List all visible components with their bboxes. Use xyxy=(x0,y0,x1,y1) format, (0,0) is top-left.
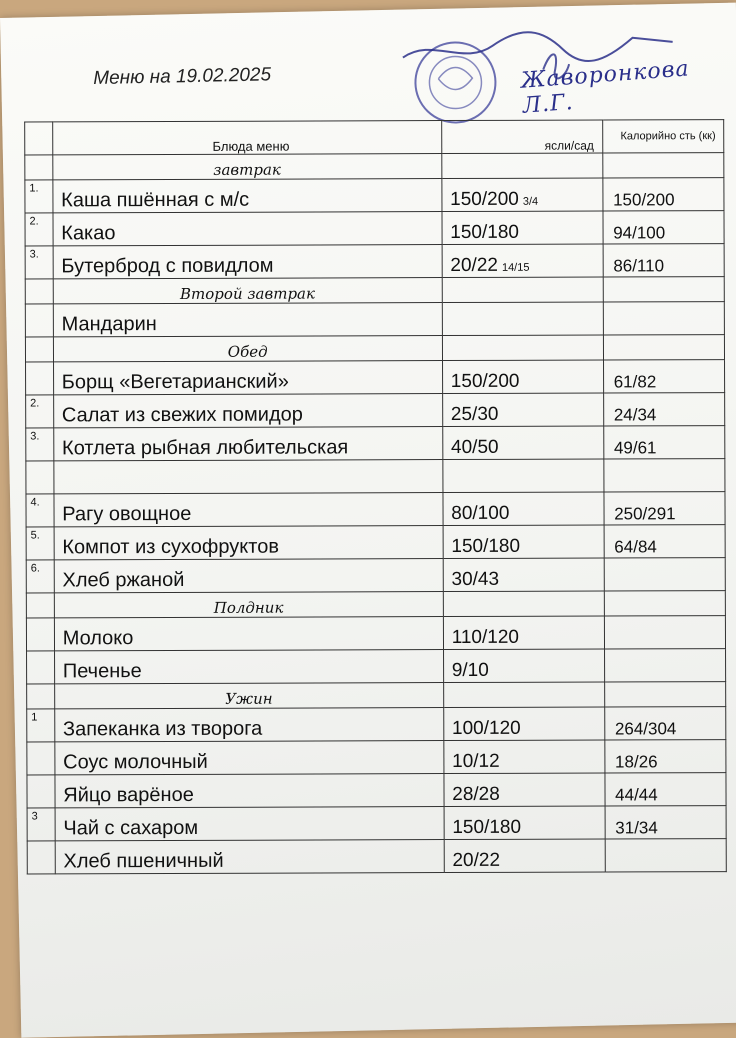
row-number: 3. xyxy=(26,428,54,461)
header-portion: ясли/сад xyxy=(441,120,602,154)
section-empty xyxy=(443,591,604,617)
section-row xyxy=(25,153,724,180)
section-empty xyxy=(441,153,602,179)
section-spacer xyxy=(25,279,53,304)
row-number: 3. xyxy=(25,246,53,279)
table-row xyxy=(26,558,725,593)
portion-cell xyxy=(443,558,604,592)
row-number: 1 xyxy=(27,709,55,742)
table-row xyxy=(27,707,726,742)
dish-name: Запеканка из творога xyxy=(54,708,443,742)
calories-value: 264/304 xyxy=(604,707,725,740)
section-row xyxy=(27,682,726,709)
row-number: 3 xyxy=(27,808,55,841)
calories-value: 250/291 xyxy=(604,492,725,525)
dish-name: Рагу овощное xyxy=(54,493,443,527)
dish-name: Каша пшённая с м/с xyxy=(53,179,442,213)
section-title: завтрак xyxy=(52,154,441,180)
calories-value xyxy=(604,558,725,591)
portion-cell xyxy=(442,244,603,278)
dish-name: Хлеб ржаной xyxy=(54,559,443,593)
portion-cell xyxy=(442,393,603,427)
calories-value: 49/61 xyxy=(603,426,724,459)
signature-name: Жаворонкова Л.Г. xyxy=(520,56,691,119)
row-number xyxy=(27,775,55,808)
calories-value xyxy=(603,459,724,492)
table-row xyxy=(26,525,725,560)
calories-value: 24/34 xyxy=(603,393,724,426)
dish-name: Молоко xyxy=(54,617,443,651)
portion-value: 150/180 xyxy=(452,816,522,839)
dish-name: Соус молочный xyxy=(55,741,444,775)
calories-value: 150/200 xyxy=(602,178,723,211)
section-spacer xyxy=(25,155,53,180)
portion-cell xyxy=(443,707,604,741)
section-spacer xyxy=(25,337,53,362)
section-empty xyxy=(442,277,603,303)
portion-note: 14/15 xyxy=(501,261,530,274)
portion-cell xyxy=(443,492,604,526)
portion-cell xyxy=(444,773,605,807)
portion-cell xyxy=(444,740,605,774)
dish-name: Печенье xyxy=(54,650,443,684)
section-spacer xyxy=(26,593,54,618)
portion-cell xyxy=(443,525,604,559)
section-empty xyxy=(443,682,604,708)
menu-table xyxy=(24,119,727,874)
portion-cell xyxy=(442,360,603,394)
portion-value: 80/100 xyxy=(451,502,510,525)
dish-name: Компот из сухофруктов xyxy=(54,526,443,560)
dish-name: Борщ «Вегетарианский» xyxy=(53,361,442,395)
table-row xyxy=(26,360,725,395)
portion-cell xyxy=(443,616,604,650)
portion-value: 10/12 xyxy=(452,750,500,773)
portion-value: 9/10 xyxy=(451,659,489,682)
calories-value xyxy=(604,649,725,682)
row-number xyxy=(26,461,54,494)
header-num xyxy=(25,122,53,155)
portion-value: 150/180 xyxy=(450,221,519,244)
dish-name: Салат из свежих помидор xyxy=(53,394,442,428)
portion-value: 30/43 xyxy=(451,568,500,591)
table-row xyxy=(27,839,726,874)
table-row xyxy=(26,459,725,494)
table-row xyxy=(25,244,724,279)
dish-name: Какао xyxy=(53,212,442,246)
row-number: 2. xyxy=(26,395,54,428)
portion-cell xyxy=(442,178,603,212)
section-row xyxy=(25,277,724,304)
row-number xyxy=(26,362,54,395)
portion-value: 20/22 xyxy=(450,254,498,277)
section-empty xyxy=(604,591,725,616)
page-title: Меню на 19.02.2025 xyxy=(93,64,272,90)
portion-value: 110/120 xyxy=(451,626,519,649)
dish-name: Котлета рыбная любительская xyxy=(53,427,442,461)
portion-value: 40/50 xyxy=(450,436,499,459)
portion-cell xyxy=(444,839,605,873)
section-empty xyxy=(602,153,723,178)
row-number xyxy=(27,742,55,775)
row-number xyxy=(27,651,55,684)
portion-cell xyxy=(444,806,605,840)
calories-value xyxy=(603,302,724,335)
section-title: Второй завтрак xyxy=(53,278,442,304)
calories-value xyxy=(605,839,726,872)
portion-note: 3/4 xyxy=(522,195,539,208)
portion-value: 100/120 xyxy=(451,717,521,740)
portion-cell xyxy=(442,302,603,336)
section-empty xyxy=(442,335,603,361)
portion-value: 150/180 xyxy=(451,535,521,558)
table-row xyxy=(26,492,725,527)
portion-cell xyxy=(442,211,603,245)
row-number: 6. xyxy=(26,560,54,593)
row-number xyxy=(26,618,54,651)
paper-sheet xyxy=(0,3,736,1038)
table-row xyxy=(27,740,726,775)
section-row xyxy=(26,591,725,618)
table-row xyxy=(26,426,725,461)
section-empty xyxy=(603,277,724,302)
portion-value: 28/28 xyxy=(452,783,500,806)
table-row xyxy=(26,616,725,651)
section-spacer xyxy=(27,684,55,709)
portion-value: 150/200 xyxy=(450,370,520,393)
calories-value: 31/34 xyxy=(605,806,726,839)
section-title: Обед xyxy=(53,336,442,362)
table-row xyxy=(25,178,724,213)
calories-value: 64/84 xyxy=(604,525,725,558)
table-row xyxy=(25,302,724,337)
calories-value: 18/26 xyxy=(604,740,725,773)
portion-value: 20/22 xyxy=(452,849,501,872)
table-row xyxy=(27,773,726,808)
dish-name: Мандарин xyxy=(53,303,442,337)
section-empty xyxy=(604,682,725,707)
portion-value: 25/30 xyxy=(450,403,499,426)
portion-cell xyxy=(443,649,604,683)
calories-value: 61/82 xyxy=(603,360,724,393)
table-row xyxy=(27,649,726,684)
calories-value: 86/110 xyxy=(603,244,724,277)
dish-name: Бутерброд с повидлом xyxy=(53,245,442,279)
row-number xyxy=(25,304,53,337)
dish-name: Чай с сахаром xyxy=(55,807,444,841)
calories-value: 44/44 xyxy=(605,773,726,806)
section-title: Ужин xyxy=(54,683,443,709)
dish-name: Яйцо варёное xyxy=(55,774,444,808)
table-header xyxy=(25,120,724,155)
section-row xyxy=(25,335,724,362)
portion-cell xyxy=(442,426,603,460)
table-row xyxy=(25,211,724,246)
row-number: 5. xyxy=(26,527,54,560)
section-empty xyxy=(603,335,724,360)
dish-name: Хлеб пшеничный xyxy=(55,840,444,874)
row-number xyxy=(27,841,55,874)
row-number: 4. xyxy=(26,494,54,527)
header-calories: Калорийно сть (кк) xyxy=(602,120,723,153)
calories-value: 94/100 xyxy=(603,211,724,244)
portion-value: 150/200 xyxy=(450,188,519,211)
calories-value xyxy=(604,616,725,649)
portion-cell xyxy=(443,459,604,493)
row-number: 1. xyxy=(25,180,53,213)
table-row xyxy=(27,806,726,841)
dish-name xyxy=(54,460,443,494)
section-title: Полдник xyxy=(54,592,443,618)
header-dish: Блюда меню xyxy=(52,121,441,155)
row-number: 2. xyxy=(25,213,53,246)
table-row xyxy=(26,393,725,428)
